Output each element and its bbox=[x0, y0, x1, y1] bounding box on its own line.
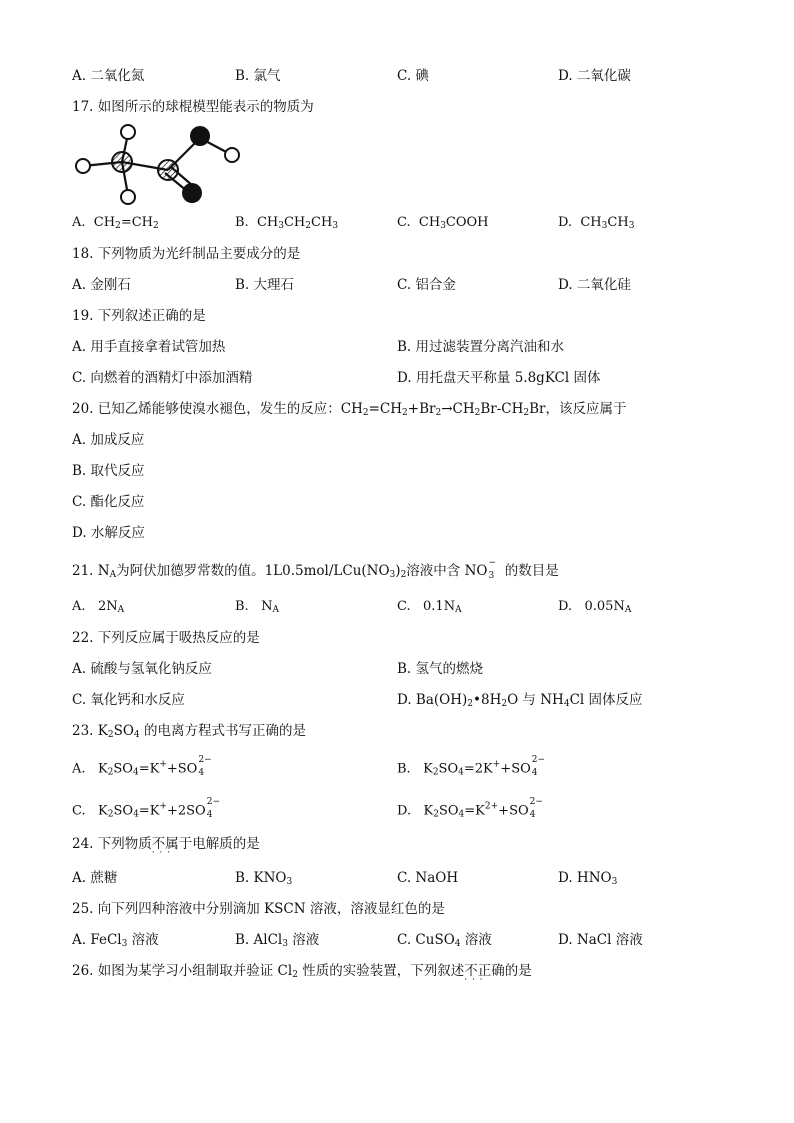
q16-options bbox=[0, 66, 794, 86]
q19-option-c: C. 向燃着的酒精灯中添加酒精 bbox=[72, 370, 253, 386]
q18-stem-row bbox=[0, 244, 794, 264]
oxygen-atom bbox=[190, 126, 210, 146]
q17-option-c: C. $CH_3COOH$ bbox=[397, 215, 489, 231]
q21-options bbox=[0, 597, 794, 617]
q17-options bbox=[0, 213, 794, 233]
hydrogen-atom bbox=[76, 159, 90, 173]
q25-stem: 25. 向下列四种溶液中分别滴加 KSCN 溶液，溶液显红色的是 bbox=[72, 901, 445, 917]
q23-option-c: C. $K_2SO_4=K^++2SO$ 2− 4 bbox=[72, 797, 220, 820]
q20-option-c: C. 酯化反应 bbox=[72, 494, 145, 510]
q17-stem: 17. 如图所示的球棍模型能表示的物质为 bbox=[72, 99, 314, 115]
q21-option-c: C. $0.1N_A$ bbox=[397, 599, 462, 615]
q18-option-b: B. 大理石 bbox=[235, 277, 295, 293]
q20-option-b-row bbox=[0, 461, 794, 481]
q25-option-d: D. NaCl 溶液 bbox=[558, 932, 643, 948]
q21-option-a: A. $2N_A$ bbox=[72, 599, 125, 615]
q16-option-a: A. 二氧化氮 bbox=[72, 68, 145, 84]
q16-option-b: B. 氯气 bbox=[235, 68, 281, 84]
q25-options bbox=[0, 930, 794, 950]
q19-stem-row bbox=[0, 306, 794, 326]
q22-stem: 22. 下列反应属于吸热反应的是 bbox=[72, 630, 260, 646]
q20-option-d-row bbox=[0, 523, 794, 543]
q25-stem-row bbox=[0, 899, 794, 919]
q18-options bbox=[0, 275, 794, 295]
q17-option-b: B. $CH_3CH_2CH_3$ bbox=[235, 215, 339, 231]
q23-option-a: A. $K_2SO_4=K^++SO$ 2− 4 bbox=[72, 755, 212, 778]
q23-stem-row bbox=[0, 721, 794, 741]
q22-option-c: C. 氧化钙和水反应 bbox=[72, 692, 185, 708]
q19-option-b: B. 用过滤装置分离汽油和水 bbox=[397, 339, 565, 355]
q18-option-d: D. 二氧化硅 bbox=[558, 277, 631, 293]
q20-option-b: B. 取代反应 bbox=[72, 463, 145, 479]
q17-option-a: A. $CH_2=CH_2$ bbox=[72, 215, 159, 231]
hydrogen-atom bbox=[121, 125, 135, 139]
q24-options bbox=[0, 868, 794, 888]
q23-option-b: B. $K_2SO_4=2K^++SO$ 2− 4 bbox=[397, 755, 546, 778]
q22-option-b: B. 氢气的燃烧 bbox=[397, 661, 484, 677]
q23-options-cd bbox=[0, 797, 794, 821]
q21-stem: 21. $N_A$为阿伏加德罗常数的值。$1L0.5mol/LCu(NO_3)_2$溶液中含 NO − 3 的数目是 bbox=[72, 557, 559, 581]
q19-option-a: A. 用手直接拿着试管加热 bbox=[72, 339, 226, 355]
q24-stem: 24. 下列物质不属于 · · ·电解质的是 bbox=[72, 834, 260, 854]
q22-stem-row bbox=[0, 628, 794, 648]
q17-stem-row bbox=[0, 97, 794, 117]
q19-options-ab bbox=[0, 337, 794, 357]
q24-option-a: A. 蔗糖 bbox=[72, 870, 118, 886]
q24-option-b: B. $KNO_3$ bbox=[235, 870, 293, 887]
q23-stem: 23. $K_2SO_4$ 的电离方程式书写正确的是 bbox=[72, 723, 306, 740]
q19-stem: 19. 下列叙述正确的是 bbox=[72, 308, 206, 324]
q18-option-a: A. 金刚石 bbox=[72, 277, 131, 293]
q22-option-d: D. $Ba(OH)_2•8H_2O$ 与 $NH_4Cl$ 固体反应 bbox=[397, 692, 643, 709]
q18-stem: 18. 下列物质为光纤制品主要成分的是 bbox=[72, 246, 301, 262]
q19-options-cd bbox=[0, 368, 794, 388]
carbon-atom bbox=[158, 160, 178, 180]
q16-option-c: C. 碘 bbox=[397, 68, 429, 84]
ball-and-stick-model bbox=[68, 120, 248, 212]
q22-option-a: A. 硫酸与氢氧化钠反应 bbox=[72, 661, 212, 677]
q21-stem-row bbox=[0, 557, 794, 581]
q17-option-d: D. $CH_3CH_3$ bbox=[558, 215, 635, 231]
q20-option-c-row bbox=[0, 492, 794, 512]
q20-option-a: A. 加成反应 bbox=[72, 432, 145, 448]
q25-option-a: A. FeCl$_3$ 溶液 bbox=[72, 932, 159, 949]
q22-options-cd bbox=[0, 690, 794, 710]
carbon-atom bbox=[112, 152, 132, 172]
emphasis-dotted-text: 不属于 · · · bbox=[152, 834, 193, 854]
q20-stem: 20. 已知乙烯能够使溴水褪色，发生的反应：$CH_2=CH_2+Br_2\to CH_2Br-CH_2Br$，该反应属于 bbox=[72, 401, 627, 418]
emphasis-dotted-text: 不正确 · · · bbox=[464, 961, 505, 981]
q22-options-ab bbox=[0, 659, 794, 679]
q24-option-d: D. $HNO_3$ bbox=[558, 870, 618, 887]
hydrogen-atom bbox=[121, 190, 135, 204]
q25-option-b: B. AlCl$_3$ 溶液 bbox=[235, 932, 320, 949]
q19-option-d: D. 用托盘天平称量 5.8gKCl 固体 bbox=[397, 370, 601, 386]
q20-option-d: D. 水解反应 bbox=[72, 525, 145, 541]
q24-option-c: C. NaOH bbox=[397, 870, 459, 886]
q18-option-c: C. 铝合金 bbox=[397, 277, 456, 293]
q24-stem-row bbox=[0, 834, 794, 854]
q21-option-d: D. $0.05N_A$ bbox=[558, 599, 632, 615]
oxygen-atom bbox=[182, 183, 202, 203]
q16-option-d: D. 二氧化碳 bbox=[558, 68, 631, 84]
q23-option-d: D. $K_2SO_4=K^{2+}+SO$ 2− 4 bbox=[397, 797, 543, 820]
q25-option-c: C. CuSO$_4$ 溶液 bbox=[397, 932, 492, 949]
q23-options-ab bbox=[0, 755, 794, 779]
q26-stem-row bbox=[0, 961, 794, 981]
hydrogen-atom bbox=[225, 148, 239, 162]
q26-stem: 26. 如图为某学习小组制取并验证 $Cl_2$ 性质的实验装置，下列叙述不正确 · · ·的是 bbox=[72, 961, 532, 981]
q21-option-b: B. $N_A$ bbox=[235, 599, 279, 615]
q20-stem-row bbox=[0, 399, 794, 419]
q20-option-a-row bbox=[0, 430, 794, 450]
